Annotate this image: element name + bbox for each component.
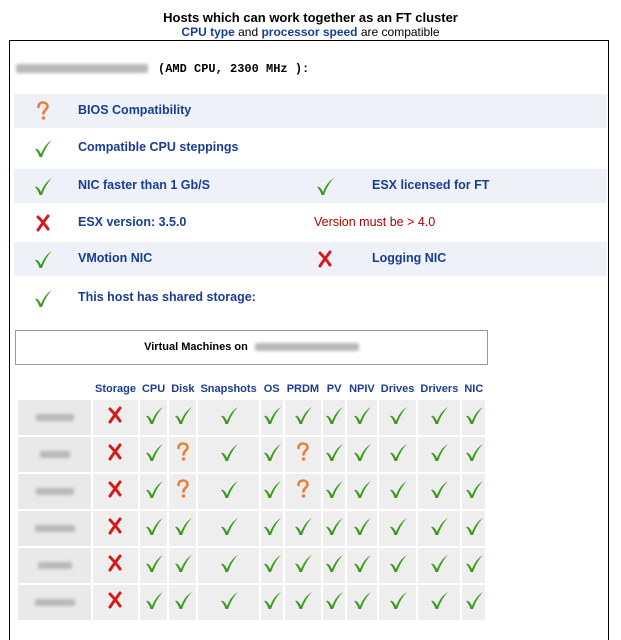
vm-check-cell <box>261 511 283 546</box>
check-icon <box>143 478 165 500</box>
vm-check-cell <box>261 474 283 509</box>
check-label[interactable]: NIC faster than 1 Gb/S <box>78 178 210 192</box>
vm-check-cell <box>379 400 417 435</box>
vm-name-cell[interactable] <box>18 437 91 472</box>
host-panel <box>9 40 609 640</box>
vm-check-cell <box>418 585 460 620</box>
vm-check-cell <box>169 400 196 435</box>
check-icon <box>261 404 283 426</box>
table-row[interactable] <box>18 437 485 472</box>
vm-check-cell <box>93 585 138 620</box>
question-icon <box>292 478 314 500</box>
check-icon <box>387 404 409 426</box>
check-icon <box>323 478 345 500</box>
vm-check-cell <box>198 511 258 546</box>
check-icon <box>387 552 409 574</box>
check-row-nic-speed <box>14 169 607 203</box>
vm-check-cell <box>169 474 196 509</box>
vm-check-cell <box>418 474 460 509</box>
table-row[interactable] <box>18 548 485 583</box>
vm-box-title-text: Virtual Machines on <box>144 341 248 353</box>
vm-check-cell <box>323 548 345 583</box>
check-icon <box>143 515 165 537</box>
check-icon <box>172 552 194 574</box>
vm-check-cell <box>198 437 258 472</box>
check-icon <box>218 515 240 537</box>
subtitle-compatible: are compatible <box>360 25 440 39</box>
vm-check-cell <box>418 400 460 435</box>
redacted-vm-name <box>35 525 75 532</box>
check-row-cpu-steppings <box>14 131 607 165</box>
check-label[interactable]: ESX version: 3.5.0 <box>78 215 187 229</box>
check-icon <box>463 478 485 500</box>
check-icon <box>463 404 485 426</box>
check-icon <box>32 287 54 309</box>
subtitle-and: and <box>238 25 259 39</box>
column-header-disk[interactable]: Disk <box>171 383 195 395</box>
redacted-vm-name <box>40 451 70 458</box>
check-icon <box>143 441 165 463</box>
check-label[interactable]: VMotion NIC <box>78 251 153 265</box>
vm-check-cell <box>93 437 138 472</box>
vm-check-cell <box>285 548 321 583</box>
check-icon <box>463 589 485 611</box>
check-icon <box>387 515 409 537</box>
check-icon <box>261 589 283 611</box>
vm-check-cell <box>198 474 258 509</box>
vm-check-cell <box>93 474 138 509</box>
vm-check-cell <box>462 474 485 509</box>
vm-name-cell[interactable] <box>18 585 91 620</box>
check-icon <box>463 515 485 537</box>
vm-compatibility-table <box>16 378 487 622</box>
check-icon <box>292 552 314 574</box>
page-subtitle <box>0 25 621 40</box>
check-icon <box>172 404 194 426</box>
column-header-prdm[interactable]: PRDM <box>286 383 320 395</box>
vm-check-cell <box>323 437 345 472</box>
vm-check-cell <box>347 437 377 472</box>
check-status-icon <box>314 248 338 270</box>
check-icon <box>292 589 314 611</box>
check-icon <box>218 441 240 463</box>
cross-icon <box>104 589 126 611</box>
vm-check-cell <box>169 511 196 546</box>
column-header-cpu[interactable]: CPU <box>141 383 166 395</box>
vm-name-cell[interactable] <box>18 474 91 509</box>
check-label[interactable]: Logging NIC <box>372 251 447 265</box>
vm-check-cell <box>93 548 138 583</box>
check-icon <box>323 515 345 537</box>
check-icon <box>387 589 409 611</box>
cross-icon <box>32 212 54 234</box>
vm-name-cell[interactable] <box>18 400 91 435</box>
check-icon <box>323 589 345 611</box>
check-label[interactable]: ESX licensed for FT <box>372 178 490 192</box>
table-row[interactable] <box>18 474 485 509</box>
check-icon <box>32 137 54 159</box>
table-row[interactable] <box>18 511 485 546</box>
vm-check-cell <box>261 437 283 472</box>
vm-check-cell <box>169 548 196 583</box>
vm-check-cell <box>347 474 377 509</box>
vm-check-cell <box>347 511 377 546</box>
check-icon <box>172 515 194 537</box>
column-header-npiv[interactable]: NPIV <box>349 383 375 395</box>
vm-check-cell <box>379 585 417 620</box>
vm-name-cell[interactable] <box>18 548 91 583</box>
redacted-vm-name <box>36 488 74 495</box>
vm-check-cell <box>323 511 345 546</box>
check-icon <box>218 552 240 574</box>
check-row-esx-version <box>14 206 607 240</box>
column-header-vm <box>18 380 91 398</box>
column-header-nic[interactable]: NIC <box>464 383 484 395</box>
vm-check-cell <box>140 400 167 435</box>
vm-check-cell <box>198 548 258 583</box>
check-icon <box>351 515 373 537</box>
vm-check-cell <box>285 437 321 472</box>
check-status-icon <box>314 175 338 197</box>
vm-check-cell <box>140 585 167 620</box>
check-icon <box>172 589 194 611</box>
check-icon <box>143 404 165 426</box>
redacted-vm-name <box>35 599 75 606</box>
vm-check-cell <box>323 474 345 509</box>
check-icon <box>261 515 283 537</box>
page-title: Hosts which can work together as an FT cluster <box>163 10 458 25</box>
vm-check-cell <box>169 585 196 620</box>
check-icon <box>218 478 240 500</box>
cross-icon <box>104 515 126 537</box>
cross-icon <box>104 441 126 463</box>
redacted-vm-name <box>38 562 72 569</box>
cross-icon <box>104 404 126 426</box>
host-spec: (AMD CPU, 2300 MHz ): <box>158 62 310 76</box>
vm-check-cell <box>418 437 460 472</box>
table-row[interactable] <box>18 400 485 435</box>
redacted-vm-name <box>36 414 74 421</box>
check-icon <box>351 478 373 500</box>
question-icon <box>292 441 314 463</box>
check-icon <box>428 515 450 537</box>
check-label[interactable]: Compatible CPU steppings <box>78 140 239 154</box>
check-icon <box>218 404 240 426</box>
check-row-shared-storage <box>14 281 607 315</box>
check-icon <box>218 589 240 611</box>
check-icon <box>292 515 314 537</box>
check-icon <box>428 404 450 426</box>
check-icon <box>428 552 450 574</box>
cross-icon <box>104 552 126 574</box>
check-icon <box>261 478 283 500</box>
vm-check-cell <box>462 511 485 546</box>
check-icon <box>351 589 373 611</box>
processor-speed-link[interactable]: processor speed <box>261 25 358 39</box>
check-icon <box>351 404 373 426</box>
check-icon <box>314 175 336 197</box>
vm-check-cell <box>169 437 196 472</box>
vm-check-cell <box>198 400 258 435</box>
vm-check-cell <box>285 511 321 546</box>
vm-check-cell <box>140 548 167 583</box>
vm-check-cell <box>285 474 321 509</box>
check-note: Version must be > 4.0 <box>314 215 436 229</box>
vm-check-cell <box>379 474 417 509</box>
check-status-icon <box>32 137 56 159</box>
check-status-icon <box>32 100 56 122</box>
vm-check-cell <box>140 474 167 509</box>
check-status-icon <box>32 175 56 197</box>
vm-check-cell <box>285 585 321 620</box>
column-header-snapshots[interactable]: Snapshots <box>200 383 257 395</box>
check-icon <box>261 441 283 463</box>
vm-check-cell <box>347 585 377 620</box>
check-icon <box>143 552 165 574</box>
vm-check-cell <box>462 585 485 620</box>
check-icon <box>428 589 450 611</box>
vm-check-cell <box>93 511 138 546</box>
page-header <box>0 10 621 40</box>
check-icon <box>143 589 165 611</box>
check-icon <box>32 175 54 197</box>
vm-check-cell <box>462 437 485 472</box>
check-icon <box>463 552 485 574</box>
vm-check-cell <box>93 400 138 435</box>
vm-check-cell <box>261 548 283 583</box>
table-header-row <box>18 380 485 398</box>
question-icon <box>172 478 194 500</box>
check-icon <box>351 441 373 463</box>
check-icon <box>387 441 409 463</box>
cpu-type-link[interactable]: CPU type <box>181 25 235 39</box>
check-icon <box>32 248 54 270</box>
check-icon <box>323 552 345 574</box>
vm-check-cell <box>140 511 167 546</box>
table-row[interactable] <box>18 585 485 620</box>
vm-check-cell <box>347 400 377 435</box>
cross-icon <box>104 478 126 500</box>
check-status-icon <box>32 287 56 309</box>
vm-check-cell <box>462 548 485 583</box>
vm-check-cell <box>379 511 417 546</box>
vm-check-cell <box>379 437 417 472</box>
host-line <box>16 62 309 76</box>
vm-check-cell <box>261 585 283 620</box>
column-header-os[interactable]: OS <box>263 383 280 395</box>
vm-check-cell <box>462 400 485 435</box>
check-icon <box>261 552 283 574</box>
vm-check-cell <box>198 585 258 620</box>
vm-box-title <box>15 330 488 365</box>
question-icon <box>32 100 54 122</box>
check-label[interactable]: This host has shared storage: <box>78 290 256 304</box>
check-icon <box>387 478 409 500</box>
question-icon <box>172 441 194 463</box>
check-icon <box>323 404 345 426</box>
check-row-vmotion-nic <box>14 242 607 276</box>
column-header-storage[interactable]: Storage <box>95 383 136 395</box>
vm-check-cell <box>418 548 460 583</box>
vm-check-cell <box>285 400 321 435</box>
column-header-pv[interactable]: PV <box>326 383 342 395</box>
cross-icon <box>314 248 336 270</box>
column-header-drives[interactable]: Drives <box>380 383 415 395</box>
vm-check-cell <box>418 511 460 546</box>
check-label[interactable]: BIOS Compatibility <box>78 103 192 117</box>
check-row-bios <box>14 94 607 128</box>
redacted-host-name <box>16 64 148 73</box>
check-icon <box>351 552 373 574</box>
vm-check-cell <box>347 548 377 583</box>
redacted-host-name <box>255 343 359 351</box>
check-icon <box>463 441 485 463</box>
check-icon <box>428 441 450 463</box>
check-status-icon <box>32 212 56 234</box>
vm-check-cell <box>323 400 345 435</box>
vm-check-cell <box>140 437 167 472</box>
vm-name-cell[interactable] <box>18 511 91 546</box>
check-icon <box>428 478 450 500</box>
column-header-drivers[interactable]: Drivers <box>420 383 459 395</box>
vm-check-cell <box>261 400 283 435</box>
check-icon <box>323 441 345 463</box>
check-status-icon <box>32 248 56 270</box>
vm-check-cell <box>323 585 345 620</box>
check-icon <box>292 404 314 426</box>
vm-check-cell <box>379 548 417 583</box>
